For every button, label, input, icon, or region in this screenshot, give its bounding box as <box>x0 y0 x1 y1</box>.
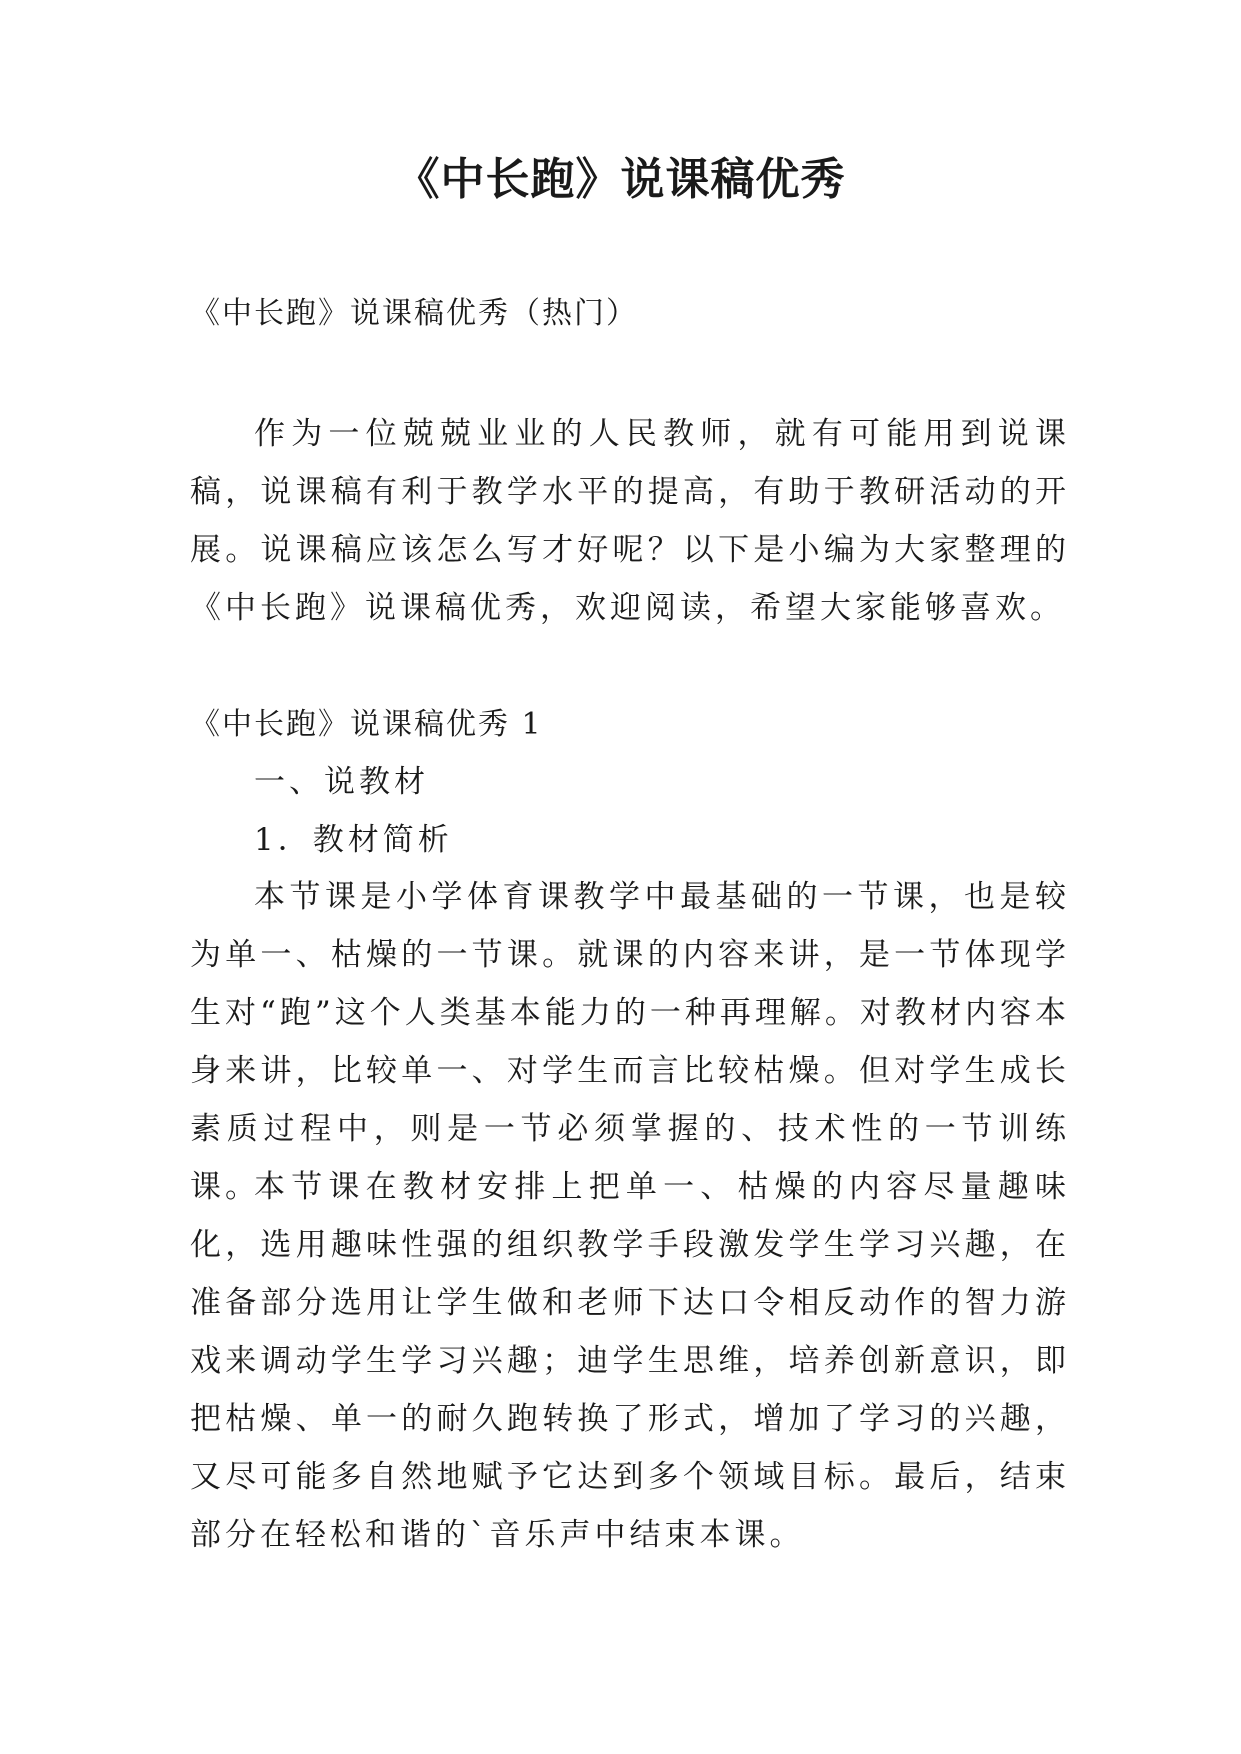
body-paragraph-2: 本节课在教材安排上把单一、枯燥的内容尽量趣味化，选用趣味性强的组织教学手段激发学生学习兴趣，在准备部分选用让学生做和老师下达口令相反动作的智力游戏来调动学生学习兴趣；迪学生思维，培养创新意识，即把枯燥、单一的耐久跑转换了形式，增加了学习的兴趣，又尽可能多自然地赋予它达到多个领域目标。最后，结束部分在轻松和谐的`音乐声中结束本课。 <box>190 1169 1070 1553</box>
intro-paragraph: 作为一位兢兢业业的人民教师，就有可能用到说课稿，说课稿有利于教学水平的提高，有助于教研活动的开展。说课稿应该怎么写才好呢？以下是小编为大家整理的《中长跑》说课稿优秀，欢迎阅读，希望大家能够喜欢。 <box>190 416 1070 626</box>
document-title: 《中长跑》说课稿优秀 <box>395 154 846 205</box>
section-heading: 《中长跑》说课稿优秀 1 <box>190 707 543 742</box>
heading-teaching-material: 一、说教材 <box>254 764 429 800</box>
heading-material-analysis: 1．教材简析 <box>254 822 453 858</box>
body-paragraph-1: 本节课是小学体育课教学中最基础的一节课，也是较为单一、枯燥的一节课。就课的内容来讲，是一节体现学生对“跑”这个人类基本能力的一种再理解。对教材内容本身来讲，比较单一、对学生而言比较枯燥。但对学生成长素质过程中，则是一节必须掌握的、技术性的一节训练课。 <box>190 879 1070 1205</box>
document-subtitle: 《中长跑》说课稿优秀（热门） <box>190 296 638 331</box>
